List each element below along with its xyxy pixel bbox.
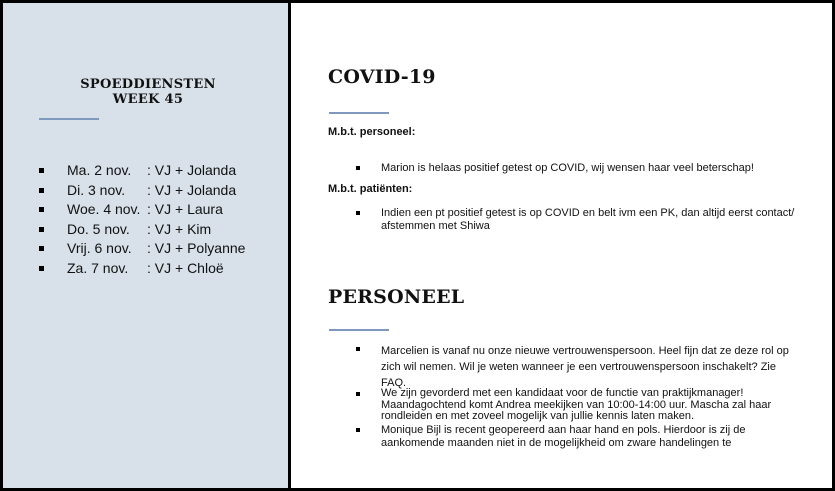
bullet-icon [39,188,44,193]
personeel-bullet [381,388,801,423]
schedule-day: Ma. 2 nov. [67,162,132,178]
sidebar-title [23,77,273,107]
personeel-divider [329,329,389,331]
bullet-icon [39,168,44,173]
covid-personnel-bullet [381,162,801,175]
covid-divider [329,112,389,114]
covid-personnel-label: M.b.t. personeel: [328,126,416,138]
bullet-icon [356,347,360,351]
schedule-staff: : VJ + Kim [147,220,212,237]
schedule-day: Do. 5 nov. [67,220,130,237]
personeel-heading: PERSONEEL [328,286,465,308]
bullet-icon [39,246,44,251]
personeel-bullet [381,343,801,391]
bullet-icon [356,392,360,396]
covid-patients-bullet [381,207,801,233]
sidebar-title-line1: SPOEDDIENSTEN [80,77,216,92]
bullet-text: Indien een pt positief getest is op COVID en belt ivm een PK, dan altijd eerst contact/ afstemmen met Shiwa [381,207,795,232]
schedule-staff: : VJ + Chloë [147,259,224,276]
sidebar-title-line2: WEEK 45 [112,92,184,107]
sidebar-divider [39,118,99,120]
schedule-day: Vrij. 6 nov. [67,240,132,257]
schedule-day: Woe. 4 nov. [67,201,141,218]
schedule-staff: : VJ + Polyanne [147,240,246,257]
schedule-staff: : VJ + Jolanda [147,181,237,198]
schedule-staff: : VJ + Laura [147,201,223,218]
bullet-icon [39,266,44,271]
bullet-icon [356,428,360,432]
personeel-bullet [381,424,801,450]
bullet-icon [356,211,360,215]
bullet-icon [39,227,44,232]
covid-patients-label: M.b.t. patiënten: [328,183,413,195]
schedule-day: Za. 7 nov. [67,259,129,276]
bullet-icon [39,207,44,212]
schedule-day: Di. 3 nov. [67,181,126,198]
bullet-icon [356,166,360,170]
schedule-staff: : VJ + Jolanda [147,162,237,178]
bullet-text: Monique Bijl is recent geopereerd aan haar hand en pols. Hierdoor is zij de aankomende maanden niet in de mogelijkheid om zware handelingen te [381,424,746,449]
bullet-text: We zijn gevorderd met een kandidaat voor de functie van praktijkmanager! Maandagochtend komt Andrea meekijken van 10:00-14:00 uur. Mascha zal haar rondleiden en met zoveel mogelijk van jullie kennis laten maken. [381,387,772,422]
sidebar-panel [3,3,291,488]
covid-heading: COVID-19 [328,66,436,88]
bullet-text: Marcelien is vanaf nu onze nieuwe vertrouwenspersoon. Heel fijn dat ze deze rol op zich wil nemen. Wil je weten wanneer je een vertrouwenspersoon inschakelt? Zie FAQ. [381,345,789,389]
bullet-text: Marion is helaas positief getest op COVID, wij wensen haar veel beterschap! [381,162,754,174]
